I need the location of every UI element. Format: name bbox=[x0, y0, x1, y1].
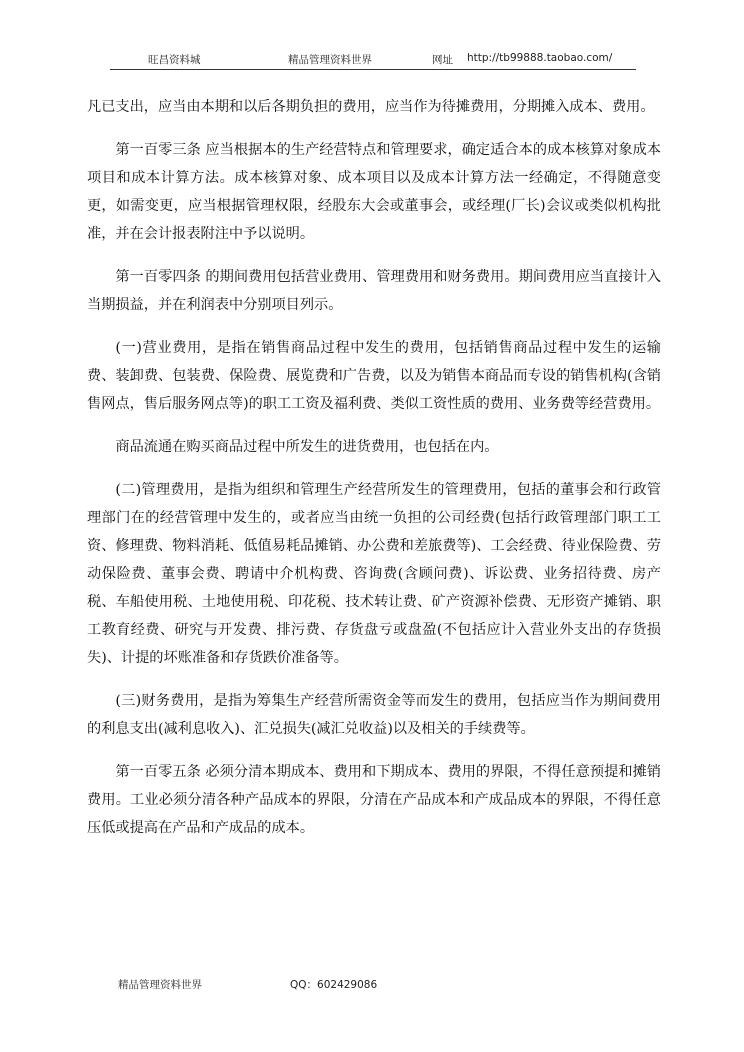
page-header bbox=[110, 52, 636, 70]
paragraph-continuation: 凡已支出，应当由本期和以后各期负担的费用，应当作为待摊费用，分期摊入成本、费用。 bbox=[87, 99, 655, 115]
header-site-name: 旺昌资料城 bbox=[148, 54, 201, 66]
paragraph-article-105: 第一百零五条 必须分清本期成本、费用和下期成本、费用的界限，不得任意预提和摊销费用。工业必须分清各种产品成本的界限，分清在产品成本和产成品成本的界限，不得任意压低或提高在产品和产成品的成本。 bbox=[87, 764, 661, 836]
header-divider bbox=[110, 69, 636, 70]
footer-site-name: 精品管理资料世界 bbox=[118, 979, 202, 991]
header-title: 精品管理资料世界 bbox=[288, 54, 372, 66]
paragraph-article-104: 第一百零四条 的期间费用包括营业费用、管理费用和财务费用。期间费用应当直接计入当期损益，并在利润表中分别项目列示。 bbox=[87, 269, 661, 313]
header-url-label: 网址 bbox=[432, 54, 453, 66]
document-body bbox=[87, 93, 661, 857]
paragraph-purchase-expenses: 商品流通在购买商品过程中所发生的进货费用，也包括在内。 bbox=[115, 439, 499, 455]
paragraph-management-expenses: (二)管理费用，是指为组织和管理生产经营所发生的管理费用，包括的董事会和行政管理部门在的经营管理中发生的，或者应当由统一负担的公司经费(包括行政管理部门职工工资、修理费、物料消耗、低值易耗品摊销、办公费和差旅费等)、工会经费、待业保险费、劳动保险费、董事会费、聘请中介机构费、咨询费(含顾问费)、诉讼费、业务招待费、房产税、车船使用税、土地使用税、印花税、技术转让费、矿产资源补偿费、无形资产摊销、职工教育经费、研究与开发费、排污费、存货盘亏或盘盈(不包括应计入营业外支出的存货损失)、计提的坏账准备和存货跌价准备等。 bbox=[87, 482, 661, 666]
footer-qq: QQ：602429086 bbox=[290, 979, 378, 991]
paragraph-financial-expenses: (三)财务费用，是指为筹集生产经营所需资金等而发生的费用，包括应当作为期间费用的利息支出(减利息收入)、汇兑损失(减汇兑收益)以及相关的手续费等。 bbox=[87, 693, 661, 737]
header-url-link[interactable]: http://tb99888.taobao.com/ bbox=[467, 52, 613, 64]
paragraph-article-103: 第一百零三条 应当根据本的生产经营特点和管理要求，确定适合本的成本核算对象成本项目和成本计算方法。成本核算对象、成本项目以及成本计算方法一经确定，不得随意变更，如需变更，应当根据管理权限，经股东大会或董事会，或经理(厂长)会议或类似机构批准，并在会计报表附注中予以说明。 bbox=[87, 142, 661, 242]
paragraph-operating-expenses: (一)营业费用，是指在销售商品过程中发生的费用，包括销售商品过程中发生的运输费、装卸费、包装费、保险费、展览费和广告费，以及为销售本商品而专设的销售机构(含销售网点，售后服务网点等)的职工工资及福利费、类似工资性质的费用、业务费等经营费用。 bbox=[87, 340, 661, 412]
